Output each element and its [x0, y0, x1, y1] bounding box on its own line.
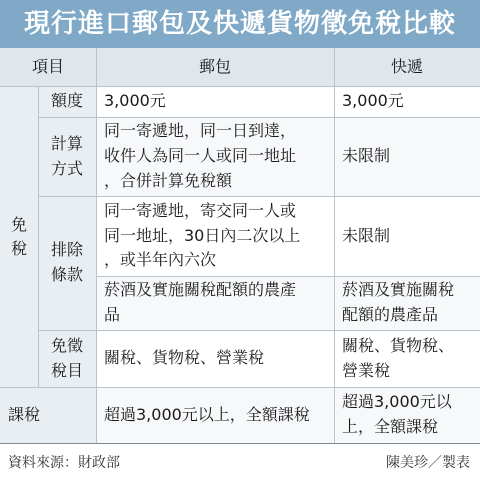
- quota-label: 額度: [38, 86, 96, 117]
- header-postal: 郵包: [96, 48, 334, 86]
- exclude1-express: 未限制: [334, 196, 480, 276]
- grid-line: [0, 387, 480, 388]
- exclude1-postal: 同一寄遞地，寄交同一人或 同一地址，30日內二次以上 ，或半年內六次: [96, 196, 334, 276]
- header-express: 快遞: [334, 48, 480, 86]
- source-note: 資料來源：財政部: [8, 455, 120, 471]
- exempt-items-postal: 關稅、貨物稅、營業稅: [96, 330, 334, 387]
- calc-postal: 同一寄遞地，同一日到達， 收件人為同一人或同一地址 ，合併計算免稅額: [96, 117, 334, 196]
- tax-express: 超過3,000元以 上，全額課稅: [334, 387, 480, 443]
- figure-title: 現行進口郵包及快遞貨物徵免稅比較: [23, 9, 456, 39]
- grid-line: [96, 48, 97, 443]
- grid-line: [38, 196, 480, 197]
- grid-line: [0, 86, 480, 87]
- grid-line: [38, 117, 480, 118]
- exempt-items-label: 免徵 稅目: [38, 330, 96, 387]
- calc-label: 計算 方式: [38, 117, 96, 196]
- quota-express: 3,000元: [334, 86, 480, 117]
- tax-postal: 超過3,000元以上，全額課稅: [96, 387, 334, 443]
- quota-postal: 3,000元: [96, 86, 334, 117]
- exclude2-express: 菸酒及實施關稅 配額的農產品: [334, 276, 480, 330]
- grid-line: [96, 276, 480, 277]
- footer-divider: [0, 443, 480, 444]
- exclude2-postal: 菸酒及實施關稅配額的農產 品: [96, 276, 334, 330]
- tax-label: 課稅: [0, 387, 96, 443]
- exclude-group-label: 排除 條款: [38, 196, 96, 330]
- credit-note: 陳美珍／製表: [386, 455, 470, 471]
- exempt-group-label: 免 稅: [0, 86, 38, 387]
- grid-line: [38, 330, 480, 331]
- calc-express: 未限制: [334, 117, 480, 196]
- exempt-items-express: 關稅、貨物稅、 營業稅: [334, 330, 480, 387]
- header-item: 項目: [0, 48, 96, 86]
- grid-line: [334, 48, 335, 443]
- grid-line: [38, 86, 39, 387]
